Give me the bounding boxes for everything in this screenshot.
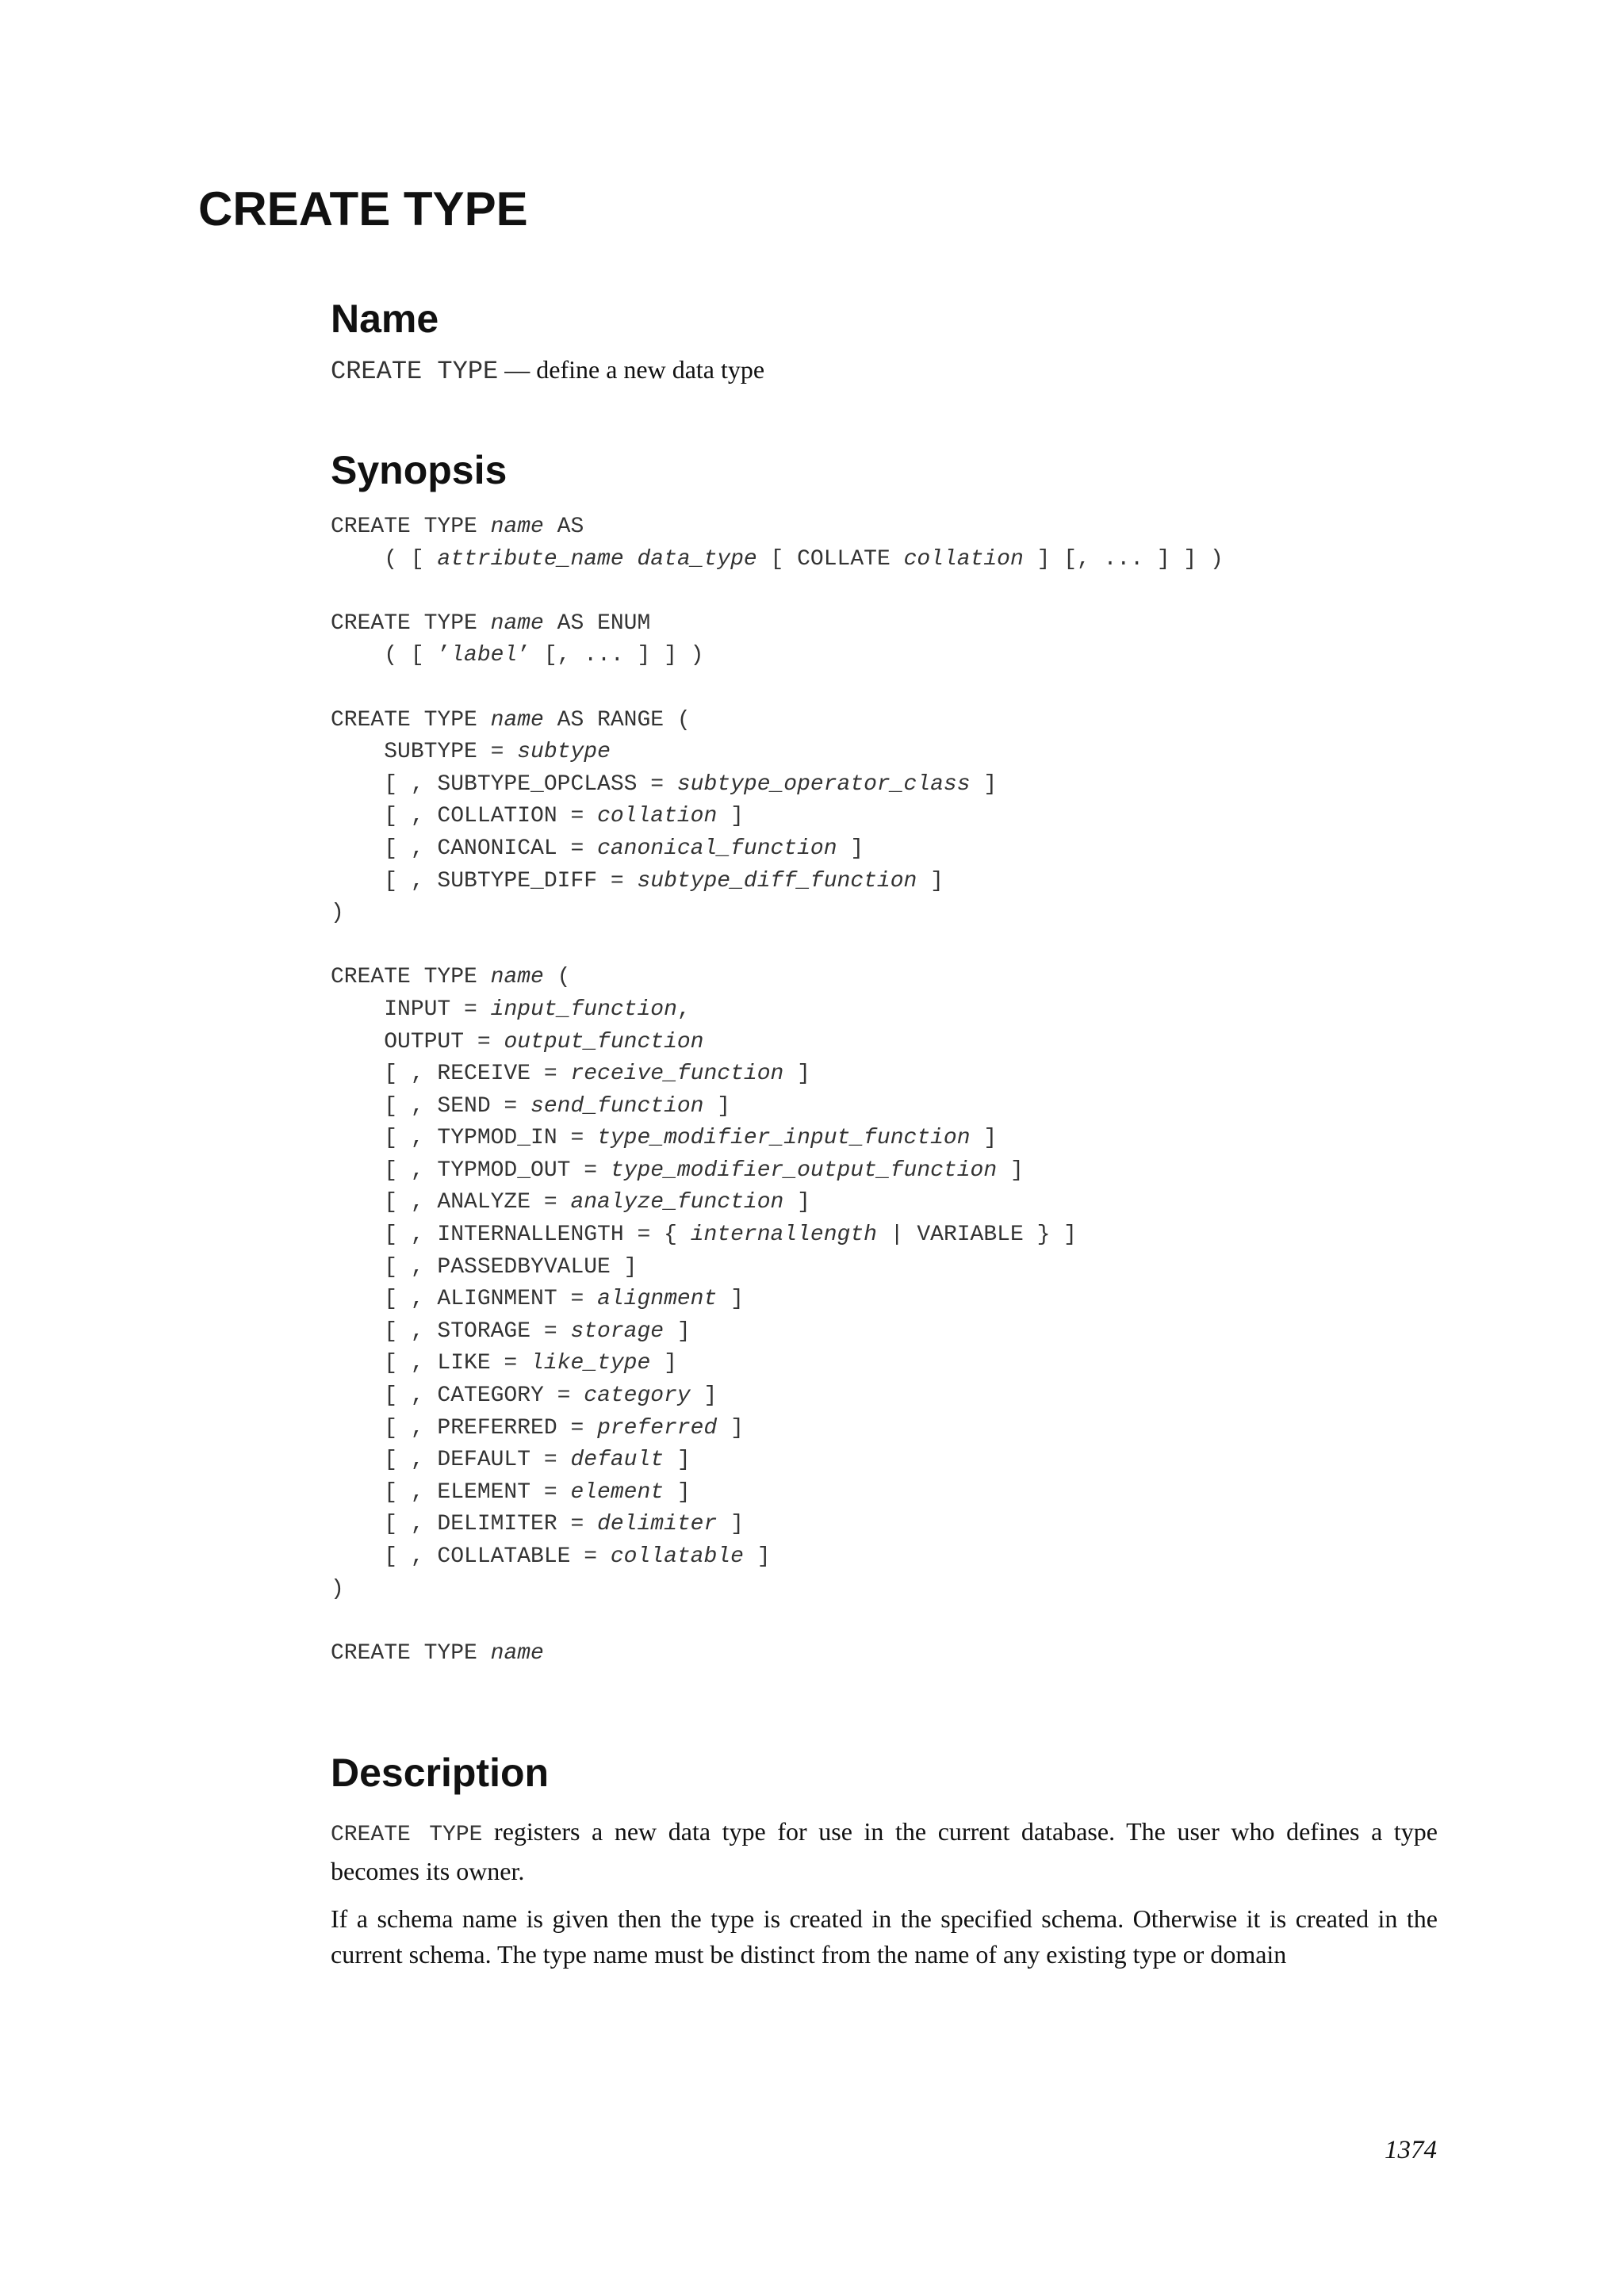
synopsis-placeholder: output_function: [504, 1029, 704, 1054]
synopsis-keyword-text: ]: [917, 868, 944, 894]
synopsis-keyword-text: [ , CATEGORY =: [331, 1383, 584, 1409]
command-summary: — define a new data type: [504, 355, 765, 384]
synopsis-line: [331, 640, 1438, 672]
synopsis-keyword-text: AS ENUM: [543, 610, 651, 636]
synopsis-line: [331, 833, 1438, 866]
synopsis-keyword-text: ]: [783, 1190, 810, 1215]
synopsis-placeholder: label: [450, 643, 518, 668]
synopsis-keyword-text: | VARIABLE } ]: [876, 1223, 1077, 1248]
synopsis-line: [331, 769, 1438, 802]
synopsis-line: [331, 1638, 1438, 1670]
synopsis-line: [331, 897, 1438, 930]
synopsis-keyword-text: ]: [717, 1287, 744, 1312]
page-title: CREATE TYPE: [198, 182, 528, 235]
synopsis-line: [331, 1123, 1438, 1155]
synopsis-keyword-text: SUBTYPE =: [331, 740, 518, 765]
synopsis-blank-line: [331, 1605, 1438, 1638]
synopsis-keyword-text: ]: [997, 1158, 1024, 1183]
synopsis-line: [331, 705, 1438, 737]
description-paragraph-2: If a schema name is given then the type is created in the specified schema. Otherwise it is created in the current schema. The type name must be distinct from the name of any existing type or domain: [331, 1904, 1438, 1969]
synopsis-keyword-text: CREATE TYPE: [331, 610, 491, 636]
synopsis-keyword-text: [ , PASSEDBYVALUE ]: [331, 1254, 638, 1280]
synopsis-blank-line: [331, 576, 1438, 608]
synopsis-placeholder: analyze_function: [570, 1190, 784, 1215]
synopsis-placeholder: name: [490, 610, 544, 636]
synopsis-placeholder: name: [490, 515, 544, 539]
synopsis-keyword-text: ]: [664, 1479, 691, 1505]
synopsis-line: [331, 1380, 1438, 1413]
synopsis-placeholder: element: [570, 1479, 665, 1505]
synopsis-placeholder: collation: [597, 804, 718, 829]
synopsis-keyword-text: [ , COLLATABLE =: [331, 1544, 611, 1569]
synopsis-keyword-text: ]: [783, 1062, 810, 1087]
page-number: 1374: [1385, 2136, 1437, 2164]
synopsis-placeholder: subtype: [517, 740, 611, 765]
synopsis-line: [331, 1219, 1438, 1252]
synopsis-keyword-text: ]: [717, 804, 744, 829]
synopsis-keyword-text: [624, 547, 638, 572]
synopsis-keyword-text: CREATE TYPE: [331, 515, 491, 539]
synopsis-placeholder: name: [490, 707, 544, 733]
synopsis-placeholder: like_type: [530, 1351, 651, 1376]
synopsis-line: [331, 1155, 1438, 1188]
synopsis-keyword-text: [ , TYPMOD_IN =: [331, 1126, 598, 1151]
description-heading: Description: [331, 1751, 550, 1796]
synopsis-line: [331, 1316, 1438, 1349]
synopsis-blank-line: [331, 930, 1438, 962]
synopsis-code-block: [331, 511, 1438, 1670]
synopsis-keyword-text: [ , LIKE =: [331, 1351, 531, 1376]
synopsis-keyword-text: [ , SEND =: [331, 1093, 531, 1119]
synopsis-keyword-text: ]: [650, 1351, 677, 1376]
synopsis-keyword-text: ,: [676, 997, 691, 1022]
synopsis-line: [331, 1027, 1438, 1059]
name-heading: Name: [331, 297, 439, 341]
name-line: [331, 354, 1438, 388]
synopsis-keyword-text: [ COLLATE: [756, 546, 904, 572]
synopsis-placeholder: subtype_diff_function: [637, 868, 917, 894]
synopsis-blank-line: [331, 672, 1438, 705]
synopsis-keyword-text: ’ [, ... ] ] ): [517, 643, 704, 668]
synopsis-keyword-text: ]: [717, 1415, 744, 1441]
synopsis-keyword-text: [ , DELIMITER =: [331, 1512, 598, 1537]
synopsis-keyword-text: ]: [690, 1383, 718, 1409]
synopsis-placeholder: subtype_operator_class: [676, 771, 971, 797]
synopsis-placeholder: canonical_function: [597, 836, 837, 861]
command-name: CREATE TYPE: [331, 357, 499, 386]
synopsis-keyword-text: [ , INTERNALLENGTH = {: [331, 1223, 691, 1248]
synopsis-line: [331, 1541, 1438, 1574]
synopsis-line: [331, 1477, 1438, 1510]
synopsis-line: [331, 511, 1438, 544]
synopsis-keyword-text: ]: [717, 1512, 744, 1537]
synopsis-keyword-text: ]: [970, 1126, 998, 1151]
paragraph-text: registers a new data type for use in the current database. The user who defines a type becomes its owner.: [331, 1817, 1438, 1885]
synopsis-heading: Synopsis: [331, 448, 508, 492]
synopsis-keyword-text: ( [ ’: [331, 643, 451, 668]
synopsis-line: [331, 801, 1438, 833]
synopsis-line: [331, 962, 1438, 994]
synopsis-line: [331, 1284, 1438, 1316]
synopsis-keyword-text: [ , DEFAULT =: [331, 1448, 571, 1473]
synopsis-keyword-text: ): [331, 901, 344, 926]
synopsis-keyword-text: ]: [703, 1093, 731, 1119]
synopsis-line: [331, 1348, 1438, 1380]
synopsis-line: [331, 1091, 1438, 1123]
synopsis-line: [331, 608, 1438, 641]
synopsis-placeholder: type_modifier_input_function: [597, 1126, 971, 1151]
synopsis-section: [331, 445, 1438, 1670]
synopsis-placeholder: collation: [903, 546, 1024, 572]
name-section: [331, 293, 1438, 388]
synopsis-keyword-text: ]: [743, 1544, 771, 1569]
synopsis-keyword-text: CREATE TYPE: [331, 965, 491, 990]
synopsis-placeholder: preferred: [597, 1415, 718, 1441]
synopsis-placeholder: delimiter: [597, 1512, 718, 1537]
synopsis-keyword-text: [ , ALIGNMENT =: [331, 1287, 598, 1312]
synopsis-keyword-text: AS RANGE (: [543, 707, 691, 733]
synopsis-placeholder: collatable: [610, 1544, 744, 1569]
synopsis-keyword-text: [ , SUBTYPE_DIFF =: [331, 868, 638, 894]
synopsis-placeholder: category: [584, 1383, 691, 1409]
synopsis-keyword-text: ): [331, 1576, 344, 1601]
synopsis-keyword-text: ]: [664, 1318, 691, 1344]
synopsis-keyword-text: [ , RECEIVE =: [331, 1062, 571, 1087]
synopsis-placeholder: name: [490, 1640, 544, 1666]
synopsis-line: [331, 1413, 1438, 1445]
synopsis-keyword-text: [ , STORAGE =: [331, 1318, 571, 1344]
inline-code: CREATE TYPE: [331, 1823, 483, 1848]
synopsis-line: [331, 1187, 1438, 1219]
synopsis-placeholder: receive_function: [570, 1062, 784, 1087]
synopsis-keyword-text: CREATE TYPE: [331, 1640, 491, 1666]
synopsis-placeholder: attribute_name: [437, 546, 624, 572]
synopsis-keyword-text: ]: [837, 836, 864, 861]
synopsis-keyword-text: [ , ANALYZE =: [331, 1190, 571, 1215]
synopsis-keyword-text: INPUT =: [331, 997, 491, 1022]
description-section: [331, 1747, 1438, 1972]
synopsis-keyword-text: ]: [664, 1448, 691, 1473]
synopsis-placeholder: type_modifier_output_function: [610, 1158, 998, 1183]
synopsis-placeholder: storage: [570, 1318, 665, 1344]
synopsis-line: [331, 994, 1438, 1027]
synopsis-keyword-text: AS: [543, 515, 584, 539]
synopsis-line: [331, 1252, 1438, 1284]
synopsis-line: [331, 1445, 1438, 1477]
synopsis-line: [331, 544, 1438, 576]
synopsis-line: [331, 866, 1438, 898]
synopsis-keyword-text: ]: [970, 771, 998, 797]
synopsis-placeholder: data_type: [637, 546, 757, 572]
synopsis-line: [331, 737, 1438, 769]
synopsis-keyword-text: [ , ELEMENT =: [331, 1479, 571, 1505]
synopsis-keyword-text: CREATE TYPE: [331, 707, 491, 733]
content-body: [331, 293, 1438, 1984]
synopsis-placeholder: internallength: [690, 1223, 877, 1248]
synopsis-keyword-text: [ , CANONICAL =: [331, 836, 598, 861]
synopsis-keyword-text: ( [: [331, 546, 438, 572]
synopsis-placeholder: name: [490, 965, 544, 990]
synopsis-keyword-text: [ , PREFERRED =: [331, 1415, 598, 1441]
synopsis-keyword-text: [ , SUBTYPE_OPCLASS =: [331, 771, 677, 797]
synopsis-placeholder: default: [570, 1448, 665, 1473]
synopsis-placeholder: alignment: [597, 1287, 718, 1312]
synopsis-keyword-text: [ , TYPMOD_OUT =: [331, 1158, 611, 1183]
synopsis-line: [331, 1058, 1438, 1091]
synopsis-keyword-text: (: [543, 965, 571, 990]
synopsis-line: [331, 1574, 1438, 1606]
synopsis-line: [331, 1509, 1438, 1541]
synopsis-keyword-text: ] [, ... ] ] ): [1023, 546, 1224, 572]
synopsis-keyword-text: [ , COLLATION =: [331, 804, 598, 829]
description-paragraph-1: [331, 1814, 1438, 1888]
synopsis-keyword-text: OUTPUT =: [331, 1029, 504, 1054]
synopsis-placeholder: input_function: [490, 997, 677, 1022]
synopsis-placeholder: send_function: [530, 1093, 704, 1119]
